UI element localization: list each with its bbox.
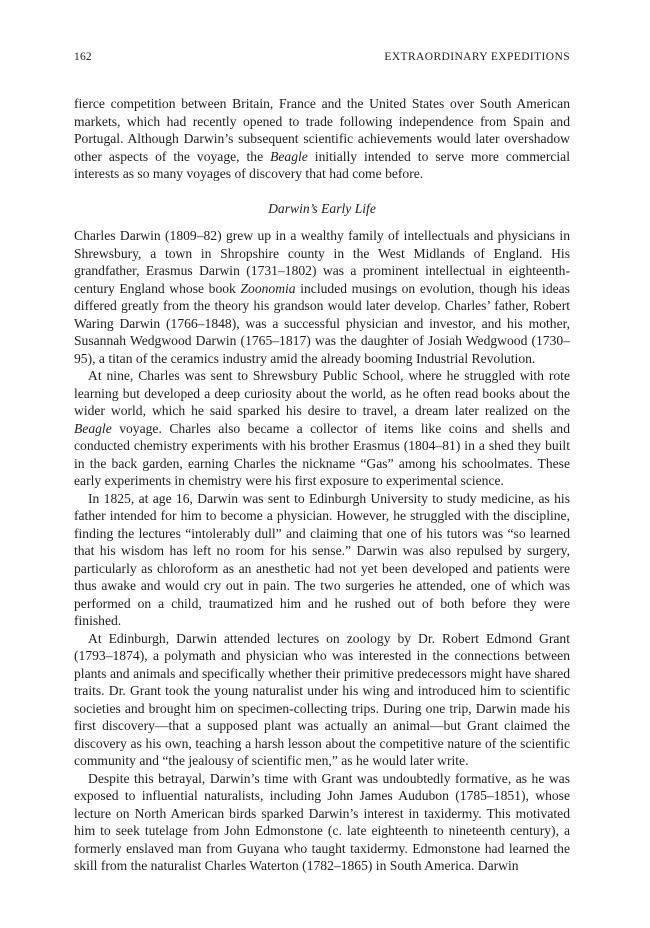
- paragraph: Despite this betrayal, Darwin’s time with Grant was undoubtedly formative, as he was exposed to influential naturalists, including John James Audubon (1785–1851), whose lecture on North American birds sparked Darwin’s interest in taxidermy. This motivated him to seek tutelage from John Edmonstone (c. late eighteenth to nineteenth century), a formerly enslaved man from Guyana who taught taxidermy. Edmonstone had learned the skill from the naturalist Charles Waterton (1782–1865) in South America. Darwin: [74, 770, 570, 873]
- running-head: [74, 51, 570, 67]
- paragraph-text: voyage. Charles also became a collector of items like coins and shells and conducted chemistry experiments with his brother Erasmus (1804–81) in a shed they built in the back garden, earning Charles the nickname “Gas” among his schoolmates. These early experiments in chemistry were his first exposure to experimental science.: [74, 420, 570, 488]
- page-number: 162: [74, 51, 92, 63]
- section-heading: Darwin’s Early Life: [268, 200, 376, 216]
- body-text: [74, 95, 570, 875]
- paragraph-continuation: [74, 95, 570, 183]
- paragraph-text: At nine, Charles was sent to Shrewsbury Public School, where he struggled with rote learning but developed a deep curiosity about the world, as he often read books about the wider world, which he said sparked his desire to travel, a dream later realized on the: [74, 368, 570, 418]
- italic-ship-name: Beagle: [74, 420, 112, 436]
- paragraph-text: fierce competition between Britain, France and the United States over South American markets, which had recently opened to trade following independence from Spain and Portugal. Although Darwin’s subsequent scientific achievements would later overshadow other aspects of the voyage, the: [74, 96, 570, 164]
- paragraph-text: initially intended to serve more commercial interests as so many voyages of discovery that had come before.: [74, 148, 570, 181]
- paragraph: In 1825, at age 16, Darwin was sent to Edinburgh University to study medicine, as his father intended for him to become a physician. However, he struggled with the discipline, finding the lectures “intolerably dull” and claiming that one of his tutors was “so learned that his wisdom has left no room for his sense.” Darwin was also repulsed by surgery, particularly as chloroform as an anesthetic had not yet been developed and patients were thus awake and would cry out in pain. The two surgeries he attended, one of which was performed on a child, traumatized him and he rushed out of both before they were finished.: [74, 490, 570, 628]
- running-title: EXTRAORDINARY EXPEDITIONS: [384, 51, 570, 63]
- paragraph-text: Charles Darwin (1809–82) grew up in a wealthy family of intellectuals and physicians in Shrewsbury, a town in Shropshire county in the West Midlands of England. His grandfather, Erasmus Darwin (1731–1802) was a prominent intellectual in eighteenth-century England whose book: [74, 228, 570, 296]
- italic-ship-name: Beagle: [270, 148, 308, 164]
- paragraph: [74, 367, 570, 490]
- paragraph: [74, 227, 570, 367]
- paragraph: At Edinburgh, Darwin attended lectures on zoology by Dr. Robert Edmond Grant (1793–1874), a polymath and physician who was interested in the connections between plants and animals and specifically whether their primitive predecessors might have shared traits. Dr. Grant took the young naturalist under his wing and introduced him to scientific societies and brought him on specimen-collecting trips. During one trip, Darwin made his first discovery—that a supposed plant was actually an animal—but Grant claimed the discovery as his own, teaching a harsh lesson about the competitive nature of the scientific community and “the jealousy of scientific men,” as he would later write.: [74, 630, 570, 768]
- paragraph-text: included musings on evolution, though his ideas differed greatly from the theory his grandson would later develop. Charles’ father, Robert Waring Darwin (1766–1848), was a successful physician and investor, and his mother, Susannah Wedgwood Darwin (1765–1817) was the daughter of Josiah Wedgwood (1730–95), a titan of the ceramics industry amid the already booming Industrial Revolution.: [74, 280, 570, 366]
- italic-book-title: Zoonomia: [240, 280, 296, 296]
